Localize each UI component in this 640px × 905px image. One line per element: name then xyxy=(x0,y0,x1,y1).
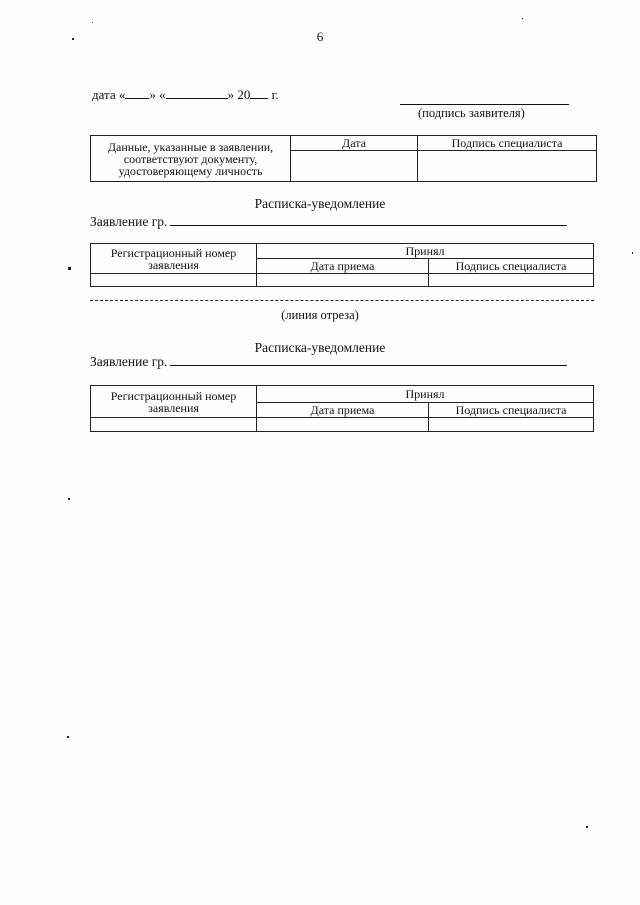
specialist-signature-header-1: Подпись специалиста xyxy=(429,259,594,274)
receipt-title-2: Расписка-уведомление xyxy=(254,340,386,355)
reg-number-cell-1 xyxy=(91,274,257,287)
applicant-name-blank-1 xyxy=(170,212,567,226)
specialist-signature-cell-1 xyxy=(429,274,594,287)
application-line-1 xyxy=(90,212,567,230)
scan-speck xyxy=(67,736,69,738)
date-sep2: » 20 xyxy=(227,87,251,102)
accepted-header-1: Принял xyxy=(257,244,594,259)
specialist-signature-cell-2 xyxy=(429,418,594,432)
cut-line xyxy=(90,300,594,301)
scan-speck xyxy=(68,267,71,270)
date-line xyxy=(92,87,279,103)
scan-speck xyxy=(632,252,633,254)
scan-speck xyxy=(522,18,523,19)
specialist-signature-header-2: Подпись специалиста xyxy=(429,403,594,418)
receipt-date-header-1: Дата приема xyxy=(257,259,429,274)
applicant-signature-line xyxy=(400,104,569,105)
receipt-title-1: Расписка-уведомление xyxy=(254,196,386,211)
scan-speck xyxy=(68,498,70,500)
reg-number-cell-2 xyxy=(91,418,257,432)
application-label-2: Заявление гр. xyxy=(90,354,168,369)
reg-number-header-1: Регистрационный номер заявления xyxy=(91,244,257,274)
verification-date-header: Дата xyxy=(291,136,418,151)
applicant-name-blank-2 xyxy=(170,352,567,366)
scan-speck xyxy=(586,826,588,828)
receipt-table-1 xyxy=(90,243,594,287)
date-sep1: » « xyxy=(149,87,166,102)
application-label-1: Заявление гр. xyxy=(90,214,168,229)
date-suffix: г. xyxy=(268,87,279,102)
receipt-date-cell-2 xyxy=(257,418,429,432)
date-prefix: дата « xyxy=(92,87,126,102)
scan-speck xyxy=(72,38,74,40)
verification-signature-cell xyxy=(418,151,597,182)
cut-line-caption: (линия отреза) xyxy=(281,308,359,322)
verification-table xyxy=(90,135,597,182)
verification-signature-header: Подпись специалиста xyxy=(418,136,597,151)
receipt-date-cell-1 xyxy=(257,274,429,287)
verification-statement: Данные, указанные в заявлении, соответствуют документу, удостоверяющему личность xyxy=(91,136,291,182)
applicant-signature-caption: (подпись заявителя) xyxy=(418,106,525,120)
year-blank xyxy=(250,87,268,99)
month-blank xyxy=(166,87,228,99)
scan-speck xyxy=(92,22,93,23)
receipt-date-header-2: Дата приема xyxy=(257,403,429,418)
application-line-2 xyxy=(90,352,567,370)
reg-number-header-2: Регистрационный номер заявления xyxy=(91,386,257,418)
page-number: 6 xyxy=(316,29,324,44)
accepted-header-2: Принял xyxy=(257,386,594,403)
receipt-table-2 xyxy=(90,385,594,432)
verification-date-cell xyxy=(291,151,418,182)
day-blank xyxy=(125,87,149,99)
